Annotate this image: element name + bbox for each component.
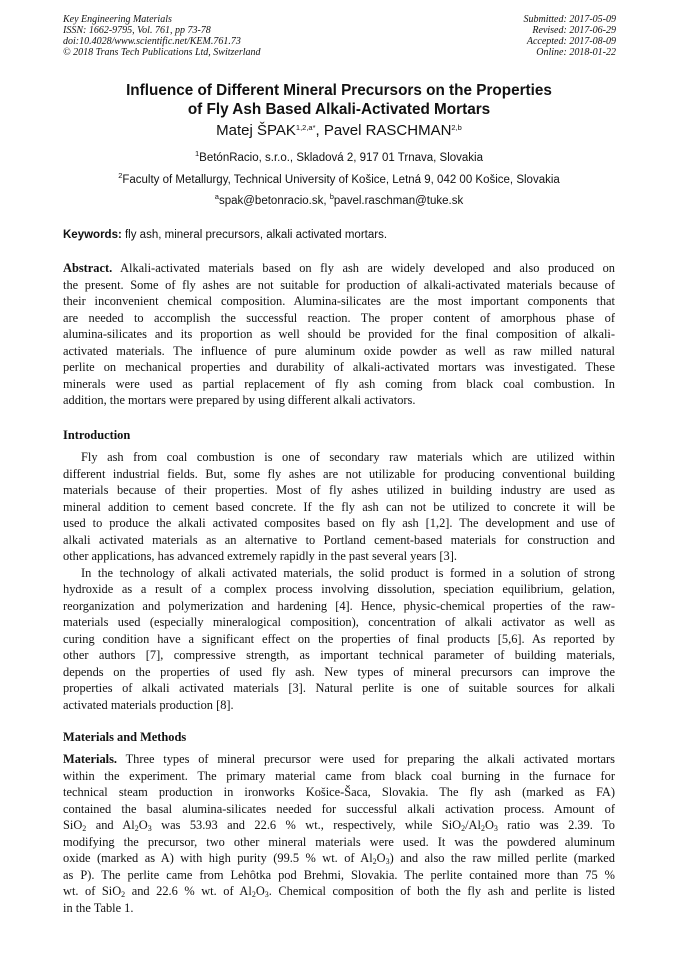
paragraph-line: modifying the precursor, two other mineral materials were used. It was the powdered aluminum [63, 835, 615, 849]
paragraph-line: contained the basal alumina-silicates needed for successful alkali activation process. Amount of [63, 802, 615, 816]
paragraph-line: as P). The perlite came from Lehôtka pod Brehmi, Slovakia. The perlite contained more than 75 % [63, 868, 615, 882]
author-emails [40, 194, 638, 208]
abstract-line: their inconvenient chemical composition. Alumina-silicates are the most important components that [63, 294, 615, 308]
paragraph-line: in the Table 1. [63, 901, 134, 915]
paragraph-line: other applications, has advanced extremely rapidly in the past several years [3]. [63, 549, 457, 563]
paragraph-line: SiO$_2$ and $Al_2O_3$ was 53.93 and 22.6 % wt., respectively, while $SiO_2/Al_2O_3$ ratio was 2.39. To [63, 818, 616, 833]
paragraph-line: oxide (marked as A) with high purity (99.5 % wt. of $Al_2O_3$) and also the raw milled perlite (marked [63, 851, 615, 866]
abstract-line: minerals were used as partial replacement of fly ash coming from black coal combustion. In [63, 377, 615, 391]
paragraph-line: In the technology of alkali activated materials, the solid product is formed in a solution of strong [81, 566, 615, 580]
paragraph-line: within the experiment. The primary material came from black coal burning in the furnace for [63, 769, 615, 783]
paragraph-line: mineral addition to cement based concrete. If the fly ash can not be utilized to concrete it will be [63, 500, 615, 514]
paragraph-line: other authors [7], compressive strength, as important technical parameter of building materials, [63, 648, 615, 662]
author-name: Matej ŠPAK [216, 122, 296, 139]
author-affiliation-mark: 2,b [451, 123, 462, 132]
abstract-label: Abstract. [63, 261, 113, 275]
paragraph-line: properties of alkali activated materials [3]. Natural perlite is one of suitable sources for alkali [63, 681, 615, 695]
keywords-text: fly ash, mineral precursors, alkali activated mortars. [121, 229, 388, 241]
section-heading: Introduction [63, 428, 131, 442]
date-revised: Revised: 2017-06-29 [532, 25, 616, 36]
author-separator: , [315, 122, 324, 139]
keywords [63, 228, 387, 242]
abstract-line: are needed to accomplish the successful reaction. The proper content of amorphous phase of [63, 311, 615, 325]
abstract-line: addition, the mortars were prepared by using different alkali activators. [63, 393, 416, 407]
journal-info [63, 14, 261, 58]
abstract-line: activated materials. The influence of pure aluminum oxide powder as well as raw milled natural [63, 344, 615, 358]
affiliation-text: BetónRacio, s.r.o., Skladová 2, 917 01 Trnava, Slovakia [199, 152, 483, 164]
abstract-line: Abstract. Alkali-activated materials based on fly ash are widely developed and also produced on [63, 261, 615, 275]
affiliation-text: Faculty of Metallurgy, Technical University of Košice, Letná 9, 042 00 Košice, Slovakia [122, 174, 560, 186]
title-line: of Fly Ash Based Alkali-Activated Mortars [187, 101, 491, 118]
affiliation-2 [40, 173, 638, 187]
journal-issn: ISSN: 1662-9795, Vol. 761, pp 73-78 [63, 25, 211, 36]
paragraph-line: used to produce the alkali activated composites based on fly ash [1,2]. The development and use of [63, 516, 615, 530]
paragraph-line: technical steam production in ironworks Košice-Šaca, Slovakia. The fly ash (marked as FA) [63, 785, 615, 799]
paragraph-line: different industrial fields. But, some fly ashes are not utilizable for producing conventional building [63, 467, 615, 481]
date-submitted: Submitted: 2017-05-09 [523, 14, 616, 25]
affiliation-mark: 1 [194, 149, 200, 158]
author-list [40, 122, 638, 140]
keywords-label: Keywords: [63, 229, 122, 241]
journal-copyright: © 2018 Trans Tech Publications Ltd, Switzerland [63, 47, 261, 58]
paragraph-line: alkali activated materials as an alternative to Portland cement-based materials for construction and [63, 533, 615, 547]
date-online: Online: 2018-01-22 [536, 47, 616, 58]
paragraph-line: depends on the properties of used fly ash. New types of mineral precursors can improve the [63, 665, 615, 679]
abstract-line: perlite on mechanical properties and durability of alkali-activated mortars was investigated. These [63, 360, 615, 374]
affiliation-mark: 2 [118, 171, 123, 180]
paragraph-line: materials used (especially mineralogical composition), concentration of alkali activator as well as [63, 615, 615, 629]
email-mark: b [329, 192, 334, 201]
submission-dates [524, 14, 617, 58]
paragraph-line: curing condition have a significant effect on the properties of final products [5,6]. As reported by [63, 632, 615, 646]
paragraph-line: hydroxide as a result of a complex process involving dissolution, speciation equilibrium, gelation, [63, 582, 615, 596]
email-link: pavel.raschman@tuke.sk [333, 195, 464, 207]
journal-doi: doi:10.4028/www.scientific.net/KEM.761.73 [63, 36, 241, 47]
paragraph-line: Materials. Three types of mineral precursor were used for preparing the alkali activated mortars [63, 752, 615, 766]
email-mark: a [214, 192, 219, 201]
abstract-line: the present. Some of fly ashes are not suitable for production of alkali-activated materials because of [63, 278, 615, 292]
paper-title [40, 81, 638, 119]
affiliation-1 [40, 151, 638, 165]
author-affiliation-mark: 1,2,a* [295, 123, 316, 132]
date-accepted: Accepted: 2017-08-09 [526, 36, 616, 47]
abstract-line: alumina-silicates and its proportion as well should be provided for the final composition of alkali- [63, 327, 615, 341]
title-line: Influence of Different Mineral Precursors on the Properties [126, 82, 552, 99]
paragraph-line: reorganization and polymerization and hardening [4]. Hence, physic-chemical properties of the raw- [63, 599, 615, 613]
email-link: spak@betonracio.sk, [218, 195, 330, 207]
paragraph-line: materials because of their properties. Most of fly ashes utilized in building industry are used as [63, 483, 615, 497]
paragraph-line: Fly ash from coal combustion is one of secondary raw materials which are utilized within [81, 450, 615, 464]
author-name: Pavel RASCHMAN [323, 122, 452, 139]
paragraph-line: activated materials production [8]. [63, 698, 234, 712]
subsection-label: Materials. [63, 752, 118, 766]
journal-name: Key Engineering Materials [63, 14, 172, 25]
section-heading: Materials and Methods [63, 730, 187, 744]
paragraph-line: wt. of SiO$_2$ and 22.6 % wt. of $Al_2O_3$. Chemical composition of both the fly ash and perlite is listed [63, 884, 615, 899]
